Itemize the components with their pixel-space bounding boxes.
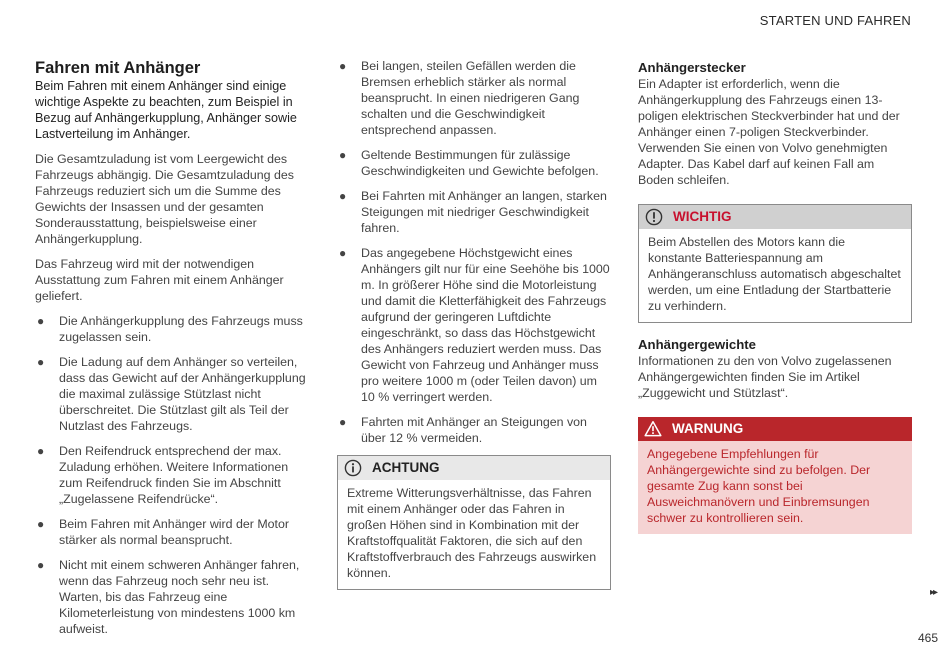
bullet-icon: ● (37, 314, 45, 328)
bullet-icon: ● (339, 59, 347, 73)
list-item-text: Bei langen, steilen Gefällen werden die Bremsen erheblich stärker als normal beansprucht. In einen niedrigeren Gang schalten und die Geschwindigkeit entsprechend anpassen. (361, 59, 580, 137)
warnung-box (638, 417, 912, 534)
bullet-icon: ● (339, 246, 347, 260)
bullet-icon: ● (37, 558, 45, 572)
list-item (35, 313, 308, 345)
list-item (337, 188, 611, 236)
section-title-gewichte: Anhängergewichte (638, 337, 756, 352)
warning-triangle-icon (644, 420, 662, 438)
paragraph: Ein Adapter ist erforderlich, wenn die Anhängerkupplung des Fahrzeugs einen 13-poligen elektrischen Steckverbinder hat und der Anhänger einen 7-poligen Steckverbinder. Verwenden Sie einen von Volvo genehmigten Adapter. Das Kabel darf auf keinen Fall am Boden schleifen. (638, 77, 900, 187)
paragraph: Informationen zu den von Volvo zugelassenen Anhängergewichten finden Sie im Artikel „Zuggewicht und Stützlast“. (638, 354, 892, 400)
list-item-text: Geltende Bestimmungen für zulässige Geschwindigkeiten und Gewichte befolgen. (361, 148, 599, 178)
list-item (337, 245, 611, 405)
column-3 (638, 58, 912, 534)
article-title: Fahren mit Anhänger (35, 59, 201, 77)
section-header: STARTEN UND FAHREN (759, 13, 911, 28)
bullet-icon: ● (339, 189, 347, 203)
bullet-icon: ● (37, 444, 45, 458)
wichtig-header (639, 205, 911, 229)
achtung-label: ACHTUNG (372, 460, 440, 475)
list-item-text: Bei Fahrten mit Anhänger an langen, starken Steigungen mit niedriger Geschwindigkeit fahren. (361, 189, 607, 235)
warnung-text: Angegebene Empfehlungen für Anhängergewichte sind zu befolgen. Der gesamte Zug kann sonst bei Ausweichmanövern und Einbremsungen schwer zu kontrollieren sein. (647, 447, 871, 525)
achtung-box (337, 455, 611, 590)
bullet-icon: ● (37, 355, 45, 369)
bullet-icon: ● (339, 148, 347, 162)
list-item-text: Das angegebene Höchstgewicht eines Anhängers gilt nur für eine Seehöhe bis 1000 m. In größerer Höhe sind die Motorleistung und damit die Kletterfähigkeit des Fahrzeugs aufgrund der geringeren Luftdichte eingeschränkt, so dass das Höchstgewicht des Anhängers reduziert werden muss. Das Gewicht von Fahrzeug und Anhänger muss pro weitere 1000 m (oder Teilen davon) um 10 % verringert werden. (361, 246, 610, 404)
list-item (337, 147, 611, 179)
section-title-stecker: Anhängerstecker (638, 60, 746, 75)
list-item (35, 354, 308, 434)
bullet-icon: ● (339, 415, 347, 429)
list-item-text: Die Ladung auf dem Anhänger so verteilen, dass das Gewicht auf der Anhängerkupplung die maximal zulässige Stützlast nicht überschreitet. Die Stützlast gilt als Teil der Nutzlast des Fahrzeugs. (59, 355, 306, 433)
wichtig-label: WICHTIG (673, 209, 732, 224)
paragraph: Die Gesamtzuladung ist vom Leergewicht des Fahrzeugs abhängig. Die Gesamtzuladung des Fahrzeugs reduziert sich um die Summe des Gewichts der Insassen und der gesamten Sonderausstattung, beispielsweise einer Anhängerkupplung. (35, 152, 294, 246)
bullet-list (35, 313, 308, 637)
list-item-text: Beim Fahren mit Anhänger wird der Motor stärker als normal beansprucht. (59, 517, 290, 547)
info-circle-icon (344, 459, 362, 477)
article-intro: Beim Fahren mit einem Anhänger sind einige wichtige Aspekte zu beachten, zum Beispiel in Bezug auf Anhängerkupplung, Anhänger sowie Lastverteilung im Anhänger. (35, 79, 297, 141)
wichtig-box (638, 204, 912, 323)
bullet-list (337, 58, 611, 446)
warnung-label: WARNUNG (672, 421, 744, 436)
list-item (35, 443, 308, 507)
list-item-text: Nicht mit einem schweren Anhänger fahren, wenn das Fahrzeug noch sehr neu ist. Warten, bis das Fahrzeug eine Kilometerleistung von mindestens 1000 km aufweist. (59, 558, 300, 636)
list-item (35, 557, 308, 637)
list-item-text: Den Reifendruck entsprechend der max. Zuladung erhöhen. Weitere Informationen zum Reifendruck finden Sie im Abschnitt „Zugelassene Reifendrücke“. (59, 444, 289, 506)
warnung-header (638, 417, 912, 441)
wichtig-text: Beim Abstellen des Motors kann die konstante Batteriespannung am Anhängeranschluss automatisch abgeschaltet werden, um eine Entladung der Startbatterie zu verhindern. (648, 235, 901, 313)
list-item (337, 414, 611, 446)
page-number: 465 (917, 631, 938, 645)
bullet-icon: ● (37, 517, 45, 531)
list-item-text: Die Anhängerkupplung des Fahrzeugs muss zugelassen sein. (59, 314, 303, 344)
column-1 (35, 58, 308, 646)
exclamation-circle-icon (645, 208, 663, 226)
double-arrow-right-icon: ▸▸ (929, 587, 936, 598)
achtung-header (338, 456, 610, 480)
achtung-text: Extreme Witterungsverhältnisse, das Fahren mit einem Anhänger oder das Fahren in großen Höhen sind in Kombination mit der Kraftstoffqualität Faktoren, die sich auf den Kraftstoffverbrauch des Fahrzeugs auswirken können. (347, 486, 597, 580)
column-2 (337, 58, 611, 590)
list-item (35, 516, 308, 548)
list-item (337, 58, 611, 138)
paragraph: Das Fahrzeug wird mit der notwendigen Ausstattung zum Fahren mit einem Anhänger geliefert. (35, 257, 284, 303)
list-item-text: Fahrten mit Anhänger an Steigungen von über 12 % vermeiden. (361, 415, 587, 445)
